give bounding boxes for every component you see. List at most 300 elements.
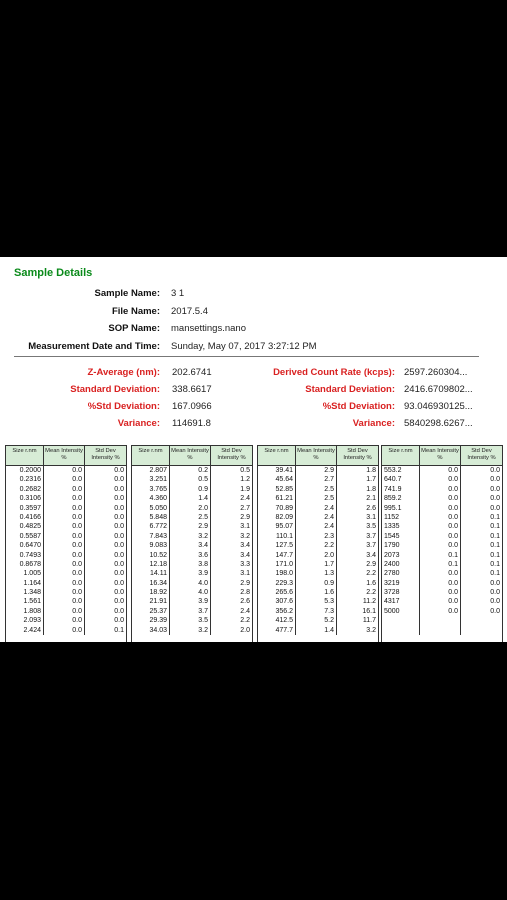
table-cell: 2.0	[240, 626, 250, 634]
table-cell: 0.2316	[6, 475, 44, 484]
table-cell: 171.0	[258, 560, 296, 569]
table-cell: 1335	[382, 522, 420, 531]
table-cell: 1.2	[240, 476, 250, 484]
table-cell: 5000	[382, 607, 420, 616]
table-row	[132, 607, 252, 616]
table-cell: 29.39	[132, 616, 170, 625]
statistics	[0, 367, 507, 435]
table-cell: 3.2	[366, 626, 376, 634]
table-cell: 3219	[382, 579, 420, 588]
table-row	[382, 588, 502, 597]
table-cell: 39.41	[258, 466, 296, 475]
stat-value: 167.0966	[172, 401, 212, 412]
column-header: Std Dev Intensity %	[91, 448, 120, 461]
table-cell: 1.8	[366, 467, 376, 474]
table-cell: 0.0	[114, 542, 124, 550]
table-cell: 640.7	[382, 475, 420, 484]
table-cell: 110.1	[258, 532, 296, 541]
table-cell: 2.8	[240, 589, 250, 597]
table-cell: 34.03	[132, 626, 170, 635]
table-cell: 2.7	[296, 475, 337, 484]
table-cell: 95.07	[258, 522, 296, 531]
table-cell: 2.9	[240, 513, 250, 521]
size-table-2	[131, 445, 253, 642]
table-cell: 412.5	[258, 616, 296, 625]
table-cell: 0.0	[420, 485, 461, 494]
table-cell: 2.4	[240, 607, 250, 615]
stat-value: 114691.8	[172, 418, 211, 429]
table-cell: 1.164	[6, 579, 44, 588]
table-cell: 1.005	[6, 569, 44, 578]
column-header: Std Dev Intensity %	[217, 448, 246, 461]
table-cell: 11.2	[362, 598, 376, 606]
table-row	[6, 579, 126, 588]
table-cell: 0.1	[490, 523, 500, 531]
table-cell: 0.5	[240, 467, 250, 474]
table-cell: 25.37	[132, 607, 170, 616]
table-cell: 7.3	[296, 607, 337, 616]
table-row	[132, 541, 252, 550]
table-cell: 0.5587	[6, 532, 44, 541]
table-cell: 2.2	[296, 541, 337, 550]
stat-label: Standard Deviation:	[305, 384, 395, 395]
table-row	[382, 532, 502, 541]
table-cell: 82.09	[258, 513, 296, 522]
table-row	[6, 560, 126, 569]
column-header: Mean Intensity %	[420, 446, 461, 465]
table-cell: 4.0	[170, 579, 211, 588]
table-row	[132, 513, 252, 522]
table-cell: 4.0	[170, 588, 211, 597]
table-cell: 1.7	[296, 560, 337, 569]
table-header	[258, 446, 378, 466]
stat-label: Z-Average (nm):	[87, 367, 160, 378]
table-cell: 0.0	[44, 626, 85, 635]
table-cell: 2780	[382, 569, 420, 578]
table-cell: 0.0	[114, 513, 124, 521]
table-cell: 2.4	[240, 495, 250, 503]
table-cell: 0.0	[114, 607, 124, 615]
table-cell: 1.6	[296, 588, 337, 597]
column-header: Mean Intensity %	[170, 446, 211, 465]
table-row	[382, 607, 502, 616]
table-header	[382, 446, 502, 466]
table-cell: 0.0	[490, 485, 500, 493]
table-row	[382, 541, 502, 550]
table-cell: 2.4	[296, 522, 337, 531]
size-distribution-tables	[0, 445, 507, 642]
table-row	[132, 588, 252, 597]
table-cell: 0.0	[490, 476, 500, 484]
table-row	[258, 522, 378, 531]
table-cell: 3.1	[240, 570, 250, 578]
table-cell: 5.848	[132, 513, 170, 522]
table-row	[258, 626, 378, 635]
table-cell: 0.0	[420, 504, 461, 513]
table-cell: 2073	[382, 551, 420, 560]
stat-value: 5840298.6267...	[404, 418, 473, 429]
table-cell	[461, 616, 502, 625]
table-cell: 52.85	[258, 485, 296, 494]
table-cell: 2.0	[296, 551, 337, 560]
table-cell: 0.0	[44, 475, 85, 484]
table-cell: 2.2	[366, 589, 376, 597]
table-cell: 0.0	[420, 475, 461, 484]
table-cell: 1.348	[6, 588, 44, 597]
table-row	[382, 579, 502, 588]
table-row	[258, 475, 378, 484]
table-row	[382, 466, 502, 475]
table-cell: 0.0	[420, 466, 461, 475]
table-row	[132, 551, 252, 560]
info-label: SOP Name:	[108, 323, 160, 335]
table-row	[6, 522, 126, 531]
table-cell: 0.0	[114, 504, 124, 512]
stat-row-std-deviation	[0, 384, 507, 401]
table-cell: 0.1	[490, 560, 500, 568]
column-header: Size r.nm	[258, 446, 296, 465]
table-row	[132, 626, 252, 635]
table-cell: 0.0	[114, 532, 124, 540]
table-cell: 61.21	[258, 494, 296, 503]
table-cell: 0.0	[490, 579, 500, 587]
stat-label: %Std Deviation:	[87, 401, 160, 412]
table-cell: 4317	[382, 597, 420, 606]
info-row-sample-name	[0, 285, 507, 303]
table-cell: 1.561	[6, 597, 44, 606]
table-cell: 2.4	[296, 513, 337, 522]
table-cell: 0.0	[44, 569, 85, 578]
table-cell: 0.2	[170, 466, 211, 475]
table-row	[6, 551, 126, 560]
table-cell: 2.5	[296, 485, 337, 494]
table-cell: 11.7	[362, 617, 376, 625]
table-cell: 0.6470	[6, 541, 44, 550]
stat-label: Variance:	[117, 418, 160, 429]
table-cell: 5.2	[296, 616, 337, 625]
table-cell: 3.5	[366, 523, 376, 531]
table-cell: 2.6	[366, 504, 376, 512]
table-row	[132, 522, 252, 531]
table-cell: 3728	[382, 588, 420, 597]
table-cell: 3.6	[170, 551, 211, 560]
size-table-3	[257, 445, 379, 642]
table-cell: 0.0	[114, 467, 124, 474]
table-row	[132, 579, 252, 588]
table-cell: 0.9	[170, 485, 211, 494]
table-cell: 2.9	[240, 579, 250, 587]
table-cell: 0.1	[490, 551, 500, 559]
table-row	[258, 579, 378, 588]
table-cell: 2.5	[170, 513, 211, 522]
table-cell: 3.5	[170, 616, 211, 625]
table-cell: 3.251	[132, 475, 170, 484]
table-row	[258, 494, 378, 503]
table-row	[132, 494, 252, 503]
table-cell: 0.1	[490, 532, 500, 540]
table-cell: 0.0	[114, 551, 124, 559]
table-row	[6, 607, 126, 616]
table-cell: 2.424	[6, 626, 44, 635]
table-cell: 1545	[382, 532, 420, 541]
table-row	[258, 588, 378, 597]
table-cell: 3.4	[170, 541, 211, 550]
table-cell: 4.360	[132, 494, 170, 503]
table-cell	[420, 616, 461, 625]
stat-value: 338.6617	[172, 384, 212, 395]
table-cell: 7.843	[132, 532, 170, 541]
stat-row-pct-std-deviation	[0, 401, 507, 418]
table-cell: 0.0	[44, 504, 85, 513]
table-row	[6, 466, 126, 475]
table-row	[6, 513, 126, 522]
table-cell: 0.0	[114, 589, 124, 597]
stat-label: Variance:	[352, 418, 395, 429]
table-row	[132, 569, 252, 578]
column-header: Std Dev Intensity %	[343, 448, 372, 461]
stat-value: 202.6741	[172, 367, 212, 378]
table-row	[258, 513, 378, 522]
report-page	[0, 257, 507, 642]
table-row	[6, 475, 126, 484]
table-cell: 3.4	[240, 542, 250, 550]
table-row	[382, 485, 502, 494]
table-row	[6, 569, 126, 578]
table-cell: 0.0	[114, 598, 124, 606]
table-row	[382, 504, 502, 513]
table-cell: 14.11	[132, 569, 170, 578]
table-row	[132, 466, 252, 475]
info-label: File Name:	[111, 305, 160, 317]
table-cell: 2400	[382, 560, 420, 569]
table-cell: 2.9	[170, 522, 211, 531]
table-cell: 0.0	[44, 597, 85, 606]
info-value: mansettings.nano	[171, 323, 246, 335]
table-row	[132, 597, 252, 606]
table-cell: 3.3	[240, 560, 250, 568]
table-cell: 0.0	[420, 597, 461, 606]
table-cell: 6.772	[132, 522, 170, 531]
table-row	[382, 560, 502, 569]
table-cell: 0.5	[170, 475, 211, 484]
table-cell: 21.91	[132, 597, 170, 606]
table-cell: 0.1	[420, 560, 461, 569]
table-cell: 0.0	[420, 607, 461, 616]
table-cell: 0.0	[114, 495, 124, 503]
table-cell: 1.8	[366, 485, 376, 493]
table-cell: 2.6	[240, 598, 250, 606]
table-row	[132, 504, 252, 513]
table-cell: 198.0	[258, 569, 296, 578]
table-row	[382, 522, 502, 531]
table-row	[6, 532, 126, 541]
table-cell: 0.0	[44, 616, 85, 625]
table-cell: 2.3	[296, 532, 337, 541]
table-cell: 0.1	[490, 570, 500, 578]
table-row	[6, 504, 126, 513]
table-cell: 0.1	[114, 626, 124, 634]
table-cell: 1.9	[240, 485, 250, 493]
table-row	[258, 541, 378, 550]
table-row	[258, 569, 378, 578]
table-cell: 0.7493	[6, 551, 44, 560]
table-row	[132, 560, 252, 569]
table-cell: 16.1	[362, 607, 376, 615]
table-cell: 859.2	[382, 494, 420, 503]
table-cell: 0.0	[114, 523, 124, 531]
table-cell: 2.2	[366, 570, 376, 578]
table-row	[258, 607, 378, 616]
table-cell: 229.3	[258, 579, 296, 588]
table-cell: 1.7	[366, 476, 376, 484]
table-cell: 0.0	[114, 570, 124, 578]
stat-value: 2416.6709802...	[404, 384, 473, 395]
table-cell: 307.6	[258, 597, 296, 606]
table-cell: 0.0	[420, 541, 461, 550]
table-header	[132, 446, 252, 466]
column-header: Mean Intensity %	[296, 446, 337, 465]
divider	[14, 356, 479, 357]
table-cell: 0.0	[44, 494, 85, 503]
table-cell: 0.2000	[6, 466, 44, 475]
column-header: Size r.nm	[6, 446, 44, 465]
table-cell: 0.0	[490, 607, 500, 615]
table-row	[258, 560, 378, 569]
table-row	[258, 504, 378, 513]
table-cell: 0.0	[420, 569, 461, 578]
table-cell: 0.0	[420, 494, 461, 503]
stat-value: 2597.260304...	[404, 367, 468, 378]
table-row	[382, 475, 502, 484]
stat-label: %Std Deviation:	[322, 401, 395, 412]
table-cell: 265.6	[258, 588, 296, 597]
table-cell: 2.2	[240, 617, 250, 625]
table-row	[132, 532, 252, 541]
table-cell: 0.3597	[6, 504, 44, 513]
table-cell: 0.0	[420, 532, 461, 541]
table-row	[6, 626, 126, 635]
table-cell: 0.0	[490, 495, 500, 503]
table-cell: 12.18	[132, 560, 170, 569]
table-cell: 0.0	[114, 579, 124, 587]
table-cell: 0.0	[44, 513, 85, 522]
table-cell: 3.7	[366, 542, 376, 550]
table-row	[132, 475, 252, 484]
column-header: Size r.nm	[132, 446, 170, 465]
table-row	[132, 616, 252, 625]
table-cell: 1.4	[296, 626, 337, 635]
table-cell: 0.0	[114, 476, 124, 484]
table-cell: 0.4166	[6, 513, 44, 522]
table-cell: 0.0	[44, 560, 85, 569]
table-cell: 0.0	[44, 541, 85, 550]
table-cell: 2.0	[170, 504, 211, 513]
table-cell: 553.2	[382, 466, 420, 475]
info-row-sop-name	[0, 320, 507, 338]
table-row	[258, 532, 378, 541]
table-cell: 0.0	[490, 467, 500, 474]
table-cell: 18.92	[132, 588, 170, 597]
table-cell: 477.7	[258, 626, 296, 635]
table-cell: 70.89	[258, 504, 296, 513]
table-row	[382, 626, 502, 635]
stat-label: Standard Deviation:	[70, 384, 160, 395]
table-row	[382, 597, 502, 606]
table-cell: 3.1	[366, 513, 376, 521]
table-cell: 0.0	[44, 607, 85, 616]
table-row	[382, 513, 502, 522]
table-cell: 3.2	[240, 532, 250, 540]
table-cell: 1.6	[366, 579, 376, 587]
info-label: Measurement Date and Time:	[28, 340, 160, 352]
table-cell: 1790	[382, 541, 420, 550]
table-cell: 0.3106	[6, 494, 44, 503]
table-row	[382, 569, 502, 578]
stat-label: Derived Count Rate (kcps):	[273, 367, 395, 378]
table-cell: 2.9	[296, 466, 337, 475]
table-cell: 0.4825	[6, 522, 44, 531]
table-cell: 0.0	[114, 560, 124, 568]
table-cell: 0.1	[420, 551, 461, 560]
table-cell	[461, 626, 502, 635]
table-cell: 0.0	[44, 522, 85, 531]
table-cell: 3.7	[170, 607, 211, 616]
table-cell: 1.808	[6, 607, 44, 616]
table-cell: 3.4	[366, 551, 376, 559]
sample-info	[0, 285, 507, 355]
table-cell: 0.9	[296, 579, 337, 588]
table-cell: 1.4	[170, 494, 211, 503]
table-cell: 0.0	[420, 522, 461, 531]
size-table-4	[381, 445, 503, 642]
stat-row-variance	[0, 418, 507, 435]
table-cell: 3.4	[240, 551, 250, 559]
table-cell: 3.8	[170, 560, 211, 569]
info-row-file-name	[0, 303, 507, 321]
table-row	[132, 485, 252, 494]
table-row	[6, 494, 126, 503]
table-row	[258, 597, 378, 606]
table-cell: 0.0	[420, 513, 461, 522]
table-cell: 0.0	[114, 617, 124, 625]
table-cell: 0.8678	[6, 560, 44, 569]
table-row	[258, 466, 378, 475]
table-row	[382, 551, 502, 560]
table-cell: 0.0	[490, 589, 500, 597]
table-row	[258, 551, 378, 560]
table-cell: 2.7	[240, 504, 250, 512]
table-cell: 2.807	[132, 466, 170, 475]
stat-row-z-average	[0, 367, 507, 384]
table-cell	[382, 626, 420, 635]
info-value: 2017.5.4	[171, 305, 208, 317]
info-label: Sample Name:	[94, 288, 160, 300]
table-cell: 3.765	[132, 485, 170, 494]
table-cell: 147.7	[258, 551, 296, 560]
info-value: 3 1	[171, 288, 185, 300]
column-header: Mean Intensity %	[44, 446, 85, 465]
table-row	[6, 485, 126, 494]
table-cell: 0.0	[44, 466, 85, 475]
table-cell: 1.3	[296, 569, 337, 578]
table-cell: 3.9	[170, 569, 211, 578]
table-cell: 2.5	[296, 494, 337, 503]
table-row	[258, 485, 378, 494]
table-cell: 0.0	[490, 504, 500, 512]
table-cell: 0.0	[44, 579, 85, 588]
table-row	[6, 541, 126, 550]
table-cell: 0.0	[490, 598, 500, 606]
